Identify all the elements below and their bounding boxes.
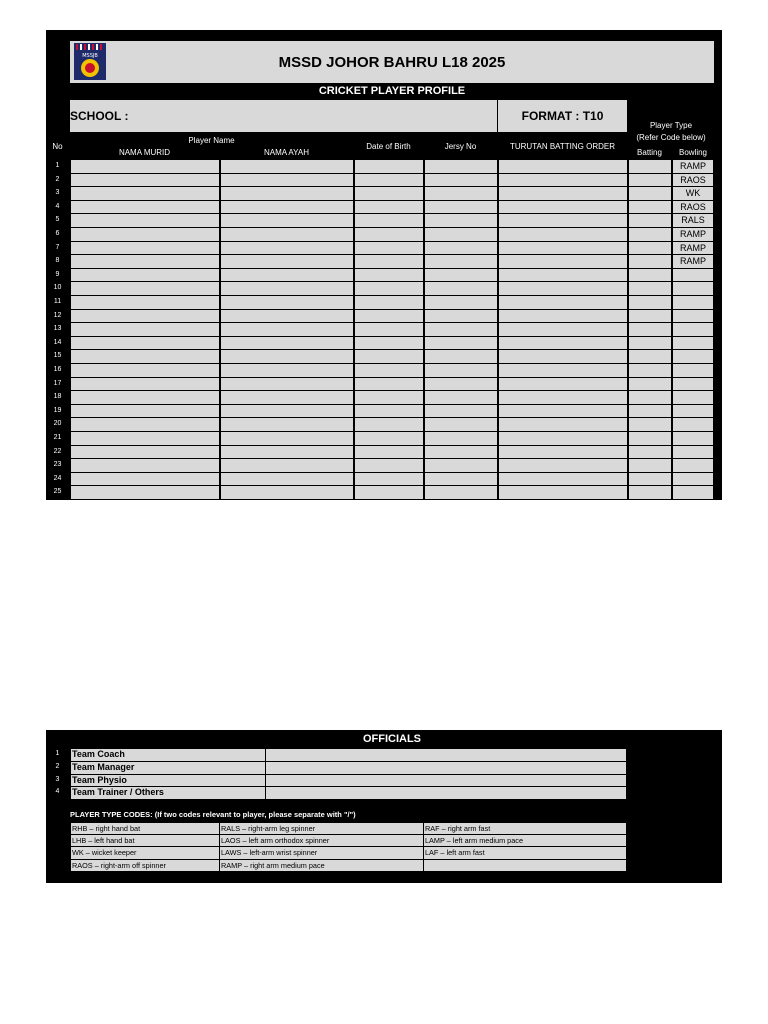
jersy-cell[interactable]	[424, 186, 498, 201]
nama-ayah-cell[interactable]	[220, 390, 354, 405]
nama-ayah-cell[interactable]	[220, 349, 354, 364]
bowling-cell[interactable]	[672, 485, 714, 500]
batting-cell[interactable]	[628, 417, 672, 432]
jersy-cell[interactable]	[424, 241, 498, 256]
row-number: 23	[53, 461, 62, 469]
batting-order-cell[interactable]	[498, 186, 628, 201]
nama-murid-cell[interactable]	[70, 254, 220, 269]
nama-ayah-cell[interactable]	[220, 227, 354, 242]
player-type-label: Player Type	[649, 121, 693, 130]
batting-order-cell[interactable]	[498, 377, 628, 392]
batting-cell[interactable]	[628, 241, 672, 256]
nama-ayah-cell[interactable]	[220, 336, 354, 351]
nama-ayah-cell[interactable]	[220, 309, 354, 324]
batting-order-cell[interactable]	[498, 349, 628, 364]
nama-ayah-cell[interactable]	[220, 295, 354, 310]
school-label: SCHOOL :	[70, 109, 129, 123]
row-number: 8	[55, 257, 60, 265]
bowling-cell[interactable]	[672, 458, 714, 473]
row-number: 9	[55, 270, 60, 278]
batting-order-cell[interactable]	[498, 159, 628, 174]
official-number: 3	[55, 775, 60, 783]
code-cell: WK – wicket keeper	[70, 846, 220, 859]
format-label: FORMAT : T10	[521, 109, 604, 123]
row-number: 19	[53, 406, 62, 414]
nama-ayah-cell[interactable]	[220, 186, 354, 201]
nama-murid-cell[interactable]	[70, 390, 220, 405]
code-cell: LAOS – left arm orthodox spinner	[219, 834, 424, 847]
batting-cell[interactable]	[628, 445, 672, 460]
official-name-field[interactable]	[265, 748, 627, 762]
official-number: 2	[55, 762, 60, 770]
official-name-field[interactable]	[265, 761, 627, 775]
batting-cell[interactable]	[628, 309, 672, 324]
col-no: No	[52, 141, 63, 151]
title-bar	[70, 41, 714, 83]
nama-ayah-cell[interactable]	[220, 173, 354, 188]
bowling-cell[interactable]	[672, 322, 714, 337]
jersy-cell[interactable]	[424, 268, 498, 283]
batting-cell[interactable]	[628, 404, 672, 419]
page-title: MSSD JOHOR BAHRU L18 2025	[278, 53, 506, 71]
nama-ayah-cell[interactable]	[220, 322, 354, 337]
batting-cell[interactable]	[628, 377, 672, 392]
refer-code-label: (Refer Code below)	[636, 133, 706, 142]
col-nama-ayah: NAMA AYAH	[263, 147, 310, 157]
batting-cell[interactable]	[628, 227, 672, 242]
bowling-cell[interactable]	[672, 404, 714, 419]
col-jersy: Jersy No	[444, 141, 477, 151]
col-player-name: Player Name	[188, 135, 235, 145]
batting-order-cell[interactable]	[498, 363, 628, 378]
bowling-cell[interactable]	[672, 363, 714, 378]
nama-murid-cell[interactable]	[70, 200, 220, 215]
dob-cell[interactable]	[354, 200, 424, 215]
nama-murid-cell[interactable]	[70, 186, 220, 201]
row-number: 1	[55, 162, 60, 169]
jersy-cell[interactable]	[424, 445, 498, 460]
bowling-cell[interactable]	[672, 349, 714, 364]
batting-cell[interactable]	[628, 322, 672, 337]
dob-cell[interactable]	[354, 281, 424, 296]
official-number: 4	[55, 788, 60, 796]
row-number: 16	[53, 366, 62, 373]
nama-ayah-cell[interactable]	[220, 417, 354, 432]
nama-ayah-cell[interactable]	[220, 404, 354, 419]
dob-cell[interactable]	[354, 458, 424, 473]
format-field	[498, 100, 627, 132]
bowling-cell[interactable]	[672, 336, 714, 351]
row-number: 22	[53, 447, 62, 455]
nama-ayah-cell[interactable]	[220, 241, 354, 256]
batting-order-cell[interactable]	[498, 173, 628, 188]
batting-cell[interactable]	[628, 254, 672, 269]
bowling-cell[interactable]	[672, 472, 714, 487]
batting-cell[interactable]	[628, 159, 672, 174]
bowling-cell[interactable]	[672, 390, 714, 405]
jersy-cell[interactable]	[424, 295, 498, 310]
dob-cell[interactable]	[354, 173, 424, 188]
nama-murid-cell[interactable]	[70, 241, 220, 256]
row-number: 6	[55, 230, 60, 237]
col-dob: Date of Birth	[366, 141, 411, 151]
row-number: 20	[53, 420, 62, 428]
batting-cell[interactable]	[628, 281, 672, 296]
row-number: 2	[55, 175, 60, 183]
row-number: 4	[55, 202, 60, 210]
nama-murid-cell[interactable]	[70, 268, 220, 283]
nama-murid-cell[interactable]	[70, 173, 220, 188]
nama-murid-cell[interactable]	[70, 213, 220, 228]
dob-cell[interactable]	[354, 404, 424, 419]
batting-order-cell[interactable]	[498, 268, 628, 283]
dob-cell[interactable]	[354, 336, 424, 351]
row-number: 7	[55, 243, 60, 251]
nama-murid-cell[interactable]	[70, 336, 220, 351]
jersy-cell[interactable]	[424, 390, 498, 405]
dob-cell[interactable]	[354, 431, 424, 446]
batting-order-cell[interactable]	[498, 309, 628, 324]
bowling-cell[interactable]	[672, 281, 714, 296]
code-cell: LHB – left hand bat	[70, 834, 220, 847]
nama-murid-cell[interactable]	[70, 227, 220, 242]
jersy-cell[interactable]	[424, 336, 498, 351]
official-name-field[interactable]	[265, 774, 627, 788]
batting-order-cell[interactable]	[498, 404, 628, 419]
bowling-cell[interactable]: RAOS	[672, 173, 714, 188]
dob-cell[interactable]	[354, 377, 424, 392]
row-number: 3	[55, 189, 60, 197]
jersy-cell[interactable]	[424, 159, 498, 174]
jersy-cell[interactable]	[424, 431, 498, 446]
nama-murid-cell[interactable]	[70, 377, 220, 392]
col-bowling: Bowling	[678, 147, 707, 157]
batting-cell[interactable]	[628, 268, 672, 283]
batting-order-cell[interactable]	[498, 472, 628, 487]
officials-title: OFFICIALS	[362, 733, 422, 745]
row-number: 14	[53, 338, 62, 346]
batting-order-cell[interactable]	[498, 227, 628, 242]
dob-cell[interactable]	[354, 445, 424, 460]
row-number: 21	[53, 434, 62, 441]
logo-text: MSSJB	[82, 53, 98, 59]
nama-ayah-cell[interactable]	[220, 485, 354, 500]
jersy-cell[interactable]	[424, 458, 498, 473]
bowling-cell[interactable]	[672, 431, 714, 446]
jersy-cell[interactable]	[424, 417, 498, 432]
dob-cell[interactable]	[354, 213, 424, 228]
batting-order-cell[interactable]	[498, 336, 628, 351]
nama-murid-cell[interactable]	[70, 458, 220, 473]
batting-cell[interactable]	[628, 431, 672, 446]
row-number: 24	[53, 474, 62, 482]
nama-ayah-cell[interactable]	[220, 200, 354, 215]
col-batting: Batting	[637, 147, 662, 157]
nama-ayah-cell[interactable]	[220, 363, 354, 378]
dob-cell[interactable]	[354, 472, 424, 487]
jersy-cell[interactable]	[424, 363, 498, 378]
row-number: 5	[55, 216, 60, 224]
col-batting-order: TURUTAN BATTING ORDER	[509, 141, 616, 151]
nama-murid-cell[interactable]	[70, 445, 220, 460]
school-field[interactable]	[70, 100, 497, 132]
nama-ayah-cell[interactable]	[220, 254, 354, 269]
bowling-cell[interactable]	[672, 377, 714, 392]
nama-ayah-cell[interactable]	[220, 458, 354, 473]
batting-cell[interactable]	[628, 390, 672, 405]
code-cell	[423, 859, 627, 872]
nama-ayah-cell[interactable]	[220, 431, 354, 446]
batting-cell[interactable]	[628, 173, 672, 188]
jersy-cell[interactable]	[424, 349, 498, 364]
code-cell: LAMP – left arm medium pace	[423, 834, 627, 847]
dob-cell[interactable]	[354, 227, 424, 242]
batting-order-cell[interactable]	[498, 200, 628, 215]
batting-cell[interactable]	[628, 213, 672, 228]
nama-murid-cell[interactable]	[70, 431, 220, 446]
row-number: 17	[53, 379, 62, 387]
jersy-cell[interactable]	[424, 200, 498, 215]
nama-ayah-cell[interactable]	[220, 472, 354, 487]
dob-cell[interactable]	[354, 363, 424, 378]
code-cell: RAMP – right arm medium pace	[219, 859, 424, 872]
row-number: 13	[53, 325, 62, 333]
jersy-cell[interactable]	[424, 213, 498, 228]
code-cell: LAF – left arm fast	[423, 846, 627, 859]
row-number: 12	[53, 311, 62, 319]
bowling-cell[interactable]: WK	[672, 186, 714, 201]
code-cell: LAWS – left-arm wrist spinner	[219, 846, 424, 859]
dob-cell[interactable]	[354, 309, 424, 324]
nama-murid-cell[interactable]	[70, 363, 220, 378]
dob-cell[interactable]	[354, 417, 424, 432]
jersy-cell[interactable]	[424, 227, 498, 242]
batting-cell[interactable]	[628, 186, 672, 201]
bowling-cell[interactable]: RALS	[672, 213, 714, 228]
batting-cell[interactable]	[628, 485, 672, 500]
official-role: Team Trainer / Others	[70, 786, 266, 800]
batting-order-cell[interactable]	[498, 417, 628, 432]
batting-cell[interactable]	[628, 295, 672, 310]
batting-order-cell[interactable]	[498, 213, 628, 228]
row-number: 15	[53, 352, 62, 360]
bowling-cell[interactable]	[672, 445, 714, 460]
dob-cell[interactable]	[354, 254, 424, 269]
nama-ayah-cell[interactable]	[220, 281, 354, 296]
dob-cell[interactable]	[354, 186, 424, 201]
batting-order-cell[interactable]	[498, 295, 628, 310]
nama-murid-cell[interactable]	[70, 472, 220, 487]
batting-cell[interactable]	[628, 363, 672, 378]
jersy-cell[interactable]	[424, 472, 498, 487]
batting-order-cell[interactable]	[498, 241, 628, 256]
batting-order-cell[interactable]	[498, 281, 628, 296]
nama-murid-cell[interactable]	[70, 404, 220, 419]
official-name-field[interactable]	[265, 786, 627, 800]
batting-cell[interactable]	[628, 472, 672, 487]
bowling-cell[interactable]	[672, 295, 714, 310]
dob-cell[interactable]	[354, 322, 424, 337]
dob-cell[interactable]	[354, 159, 424, 174]
dob-cell[interactable]	[354, 390, 424, 405]
jersy-cell[interactable]	[424, 309, 498, 324]
official-role: Team Physio	[70, 774, 266, 788]
batting-order-cell[interactable]	[498, 485, 628, 500]
batting-order-cell[interactable]	[498, 390, 628, 405]
bowling-cell[interactable]: RAMP	[672, 241, 714, 256]
jersy-cell[interactable]	[424, 173, 498, 188]
bowling-cell[interactable]	[672, 268, 714, 283]
code-cell: RHB – right hand bat	[70, 822, 220, 835]
bowling-cell[interactable]	[672, 309, 714, 324]
dob-cell[interactable]	[354, 349, 424, 364]
code-cell: RAOS – right-arm off spinner	[70, 859, 220, 872]
jersy-cell[interactable]	[424, 485, 498, 500]
bowling-cell[interactable]	[672, 417, 714, 432]
jersy-cell[interactable]	[424, 254, 498, 269]
jersy-cell[interactable]	[424, 281, 498, 296]
nama-murid-cell[interactable]	[70, 309, 220, 324]
player-type-codes-title: PLAYER TYPE CODES: (If two codes relevant to player, please separate with "/")	[70, 810, 356, 819]
dob-cell[interactable]	[354, 485, 424, 500]
nama-murid-cell[interactable]	[70, 295, 220, 310]
jersy-cell[interactable]	[424, 322, 498, 337]
batting-order-cell[interactable]	[498, 254, 628, 269]
bowling-cell[interactable]: RAMP	[672, 159, 714, 174]
nama-murid-cell[interactable]	[70, 417, 220, 432]
batting-order-cell[interactable]	[498, 458, 628, 473]
jersy-cell[interactable]	[424, 404, 498, 419]
bowling-cell[interactable]: RAOS	[672, 200, 714, 215]
batting-cell[interactable]	[628, 349, 672, 364]
row-number: 10	[53, 284, 62, 292]
official-role: Team Coach	[70, 748, 266, 762]
nama-ayah-cell[interactable]	[220, 213, 354, 228]
dob-cell[interactable]	[354, 268, 424, 283]
code-cell: RAF – right arm fast	[423, 822, 627, 835]
school-logo	[74, 43, 106, 80]
nama-murid-cell[interactable]	[70, 349, 220, 364]
bowling-cell[interactable]: RAMP	[672, 254, 714, 269]
jersy-cell[interactable]	[424, 377, 498, 392]
official-role: Team Manager	[70, 761, 266, 775]
nama-ayah-cell[interactable]	[220, 445, 354, 460]
subtitle: CRICKET PLAYER PROFILE	[318, 85, 466, 97]
nama-ayah-cell[interactable]	[220, 268, 354, 283]
nama-murid-cell[interactable]	[70, 159, 220, 174]
nama-murid-cell[interactable]	[70, 485, 220, 500]
batting-cell[interactable]	[628, 336, 672, 351]
nama-murid-cell[interactable]	[70, 281, 220, 296]
batting-cell[interactable]	[628, 458, 672, 473]
batting-order-cell[interactable]	[498, 322, 628, 337]
nama-murid-cell[interactable]	[70, 322, 220, 337]
row-number: 11	[53, 298, 62, 305]
batting-order-cell[interactable]	[498, 445, 628, 460]
batting-order-cell[interactable]	[498, 431, 628, 446]
dob-cell[interactable]	[354, 295, 424, 310]
nama-ayah-cell[interactable]	[220, 159, 354, 174]
bowling-cell[interactable]: RAMP	[672, 227, 714, 242]
official-number: 1	[55, 750, 60, 757]
dob-cell[interactable]	[354, 241, 424, 256]
nama-ayah-cell[interactable]	[220, 377, 354, 392]
row-number: 25	[53, 488, 62, 496]
row-number: 18	[53, 393, 62, 401]
code-cell: RALS – right-arm leg spinner	[219, 822, 424, 835]
col-nama-murid: NAMA MURID	[118, 147, 171, 157]
batting-cell[interactable]	[628, 200, 672, 215]
